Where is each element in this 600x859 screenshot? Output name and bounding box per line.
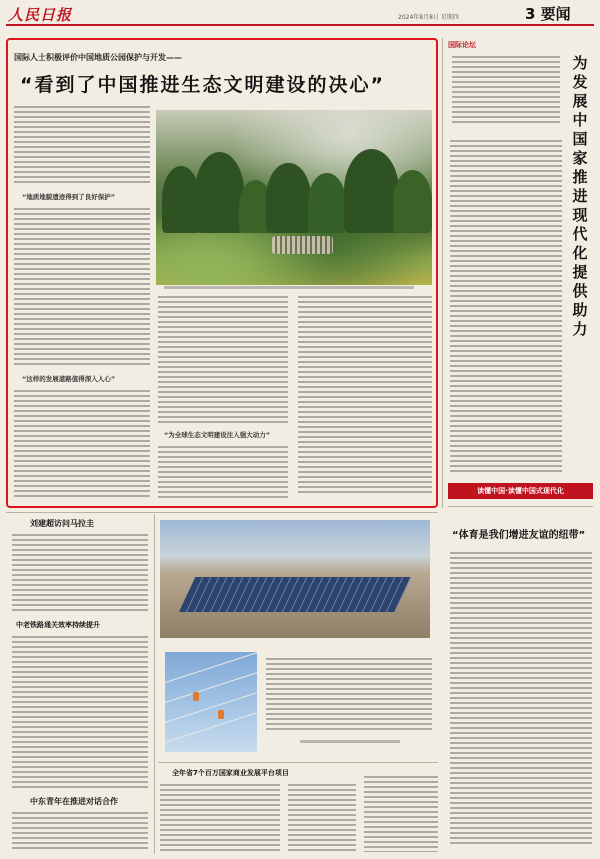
section-rule [158,762,438,763]
column-divider [442,38,443,508]
news-headline: 全年省7个百万国家商业发展平台项目 [172,769,289,777]
lead-body-text [14,390,150,500]
lead-subhead: “地质地貌遗迹得到了良好保护” [22,193,116,201]
power-line-photo [165,652,257,752]
masthead-rule [6,24,594,26]
news-body [12,812,148,852]
lead-body-text [14,106,150,186]
page-number: 3 要闻 [525,5,571,23]
commentary-body [450,140,562,475]
news-body [160,784,280,852]
photo-caption [164,286,414,289]
forum-tag: 国际论坛 [448,41,476,49]
commentary-lead [452,56,560,126]
photo-caption-text [266,658,432,730]
lead-subhead: “这样的发展道路值得深入人心” [22,375,116,383]
news-headline: 刘建超访问马拉圭 [30,519,94,528]
lead-kicker: 国际人士积极评价中国地质公园保护与开发—— [14,53,182,62]
lead-body-text [158,446,288,500]
lead-headline: “看到了中国推进生态文明建设的决心” [20,74,385,96]
news-body [364,776,438,852]
news-headline: 中东青年在推进对话合作 [30,797,118,806]
section-rule [6,512,438,513]
lead-body-text [14,208,150,368]
issue-date: 2024年8月8日 星期四 [398,14,459,21]
newspaper-logo: 人民日报 [8,6,73,24]
lead-body-text [298,296,432,496]
column-divider [154,514,155,854]
series-banner: 读懂中国·读懂中国式现代化 [448,483,593,499]
section-rule [448,506,593,507]
news-body [288,784,356,852]
sports-body [450,552,592,844]
commentary-title: 为发展中国家推进现代化提供助力 [572,54,588,338]
photo-credit [300,740,400,743]
news-headline: 中老铁路通关效率持续提升 [16,621,100,629]
news-body [12,534,148,614]
karst-landscape-photo [156,110,432,285]
news-body [12,636,148,788]
lead-subhead: “为全球生态文明建设注入强大动力” [164,431,271,439]
solar-farm-photo [160,520,430,638]
sports-headline: “体育是我们增进友谊的纽带” [452,530,586,541]
lead-body-text [158,296,288,426]
